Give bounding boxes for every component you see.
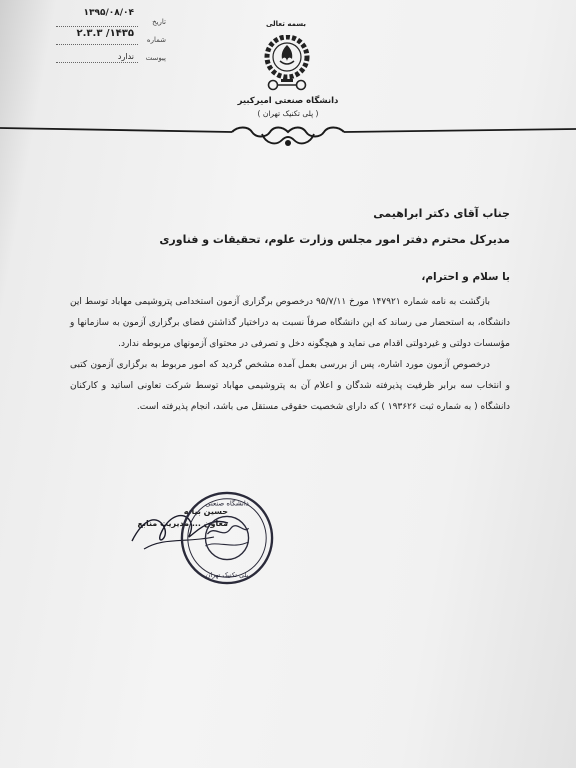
official-seal-stamp xyxy=(178,489,276,587)
university-name: دانشگاه صنعتی امیرکبیر xyxy=(237,96,339,106)
letter-meta xyxy=(56,8,166,68)
university-subtitle: ( پلی تکنیک تهران ) xyxy=(257,109,319,118)
number-label: شماره xyxy=(146,36,166,44)
body-paragraph-1: بازگشت به نامه شماره ۱۴۷۹۲۱ مورخ ۹۵/۷/۱۱ درخصوص برگزاری آزمون استخدامی پتروشیمی مهاباد توسط این دانشگاه، به استحضار می رساند که این دانشگاه صرفاً نسبت به دراختیار گذاشتن فضای برگزاری آزمون به سازمانها و مؤسسات دولتی و غیردولتی اقدام می نماید و هیچگونه دخل و تصرفی در محتوای آزمونهای مربوطه ندارد. xyxy=(70,297,510,349)
date-label: تاریخ xyxy=(152,18,166,26)
recipient-title: مدیرکل محترم دفتر امور مجلس وزارت علوم، تحقیقات و فناوری xyxy=(159,233,510,246)
attachment-value: ندارد xyxy=(117,52,134,61)
signer-title: معاون ... مدیریت منابع xyxy=(137,519,228,528)
bismillah-text: بسمه تعالی xyxy=(265,20,307,28)
svg-text:پلی تکنیک تهران: پلی تکنیک تهران xyxy=(205,571,249,580)
svg-text:دانشگاه صنعتی: دانشگاه صنعتی xyxy=(205,499,249,508)
number-value: ۱۴۳۵/ ۲.۳.۳ xyxy=(76,28,134,39)
signer-name: حسین بیانه xyxy=(183,507,228,516)
letterhead-divider xyxy=(0,124,576,150)
number-row xyxy=(56,28,166,50)
attachment-label: پیوست xyxy=(145,54,166,62)
university-logo-icon xyxy=(263,35,311,93)
body-paragraph-2: درخصوص آزمون مورد اشاره، پس از بررسی بعمل آمده مشخص گردید که امور مربوط به برگزاری آزمون کتبی و انتخاب سه برابر ظرفیت پذیرفته شدگان و اعلام آن به پتروشیمی مهاباد توسط شرکت تعاونی اساتید و کارکنان دانشگاه ( به شماره ثبت ۱۹۳۶۲۶ ) که دارای شخصیت حقوقی مستقل می باشد، انجام پذیرفته است. xyxy=(70,360,510,412)
recipient-name: جناب آقای دکتر ابراهیمی xyxy=(373,207,510,220)
attachment-row xyxy=(56,50,166,68)
greeting: با سلام و احترام، xyxy=(421,271,510,283)
date-value: ۱۳۹۵/۰۸/۰۴ xyxy=(83,8,134,18)
